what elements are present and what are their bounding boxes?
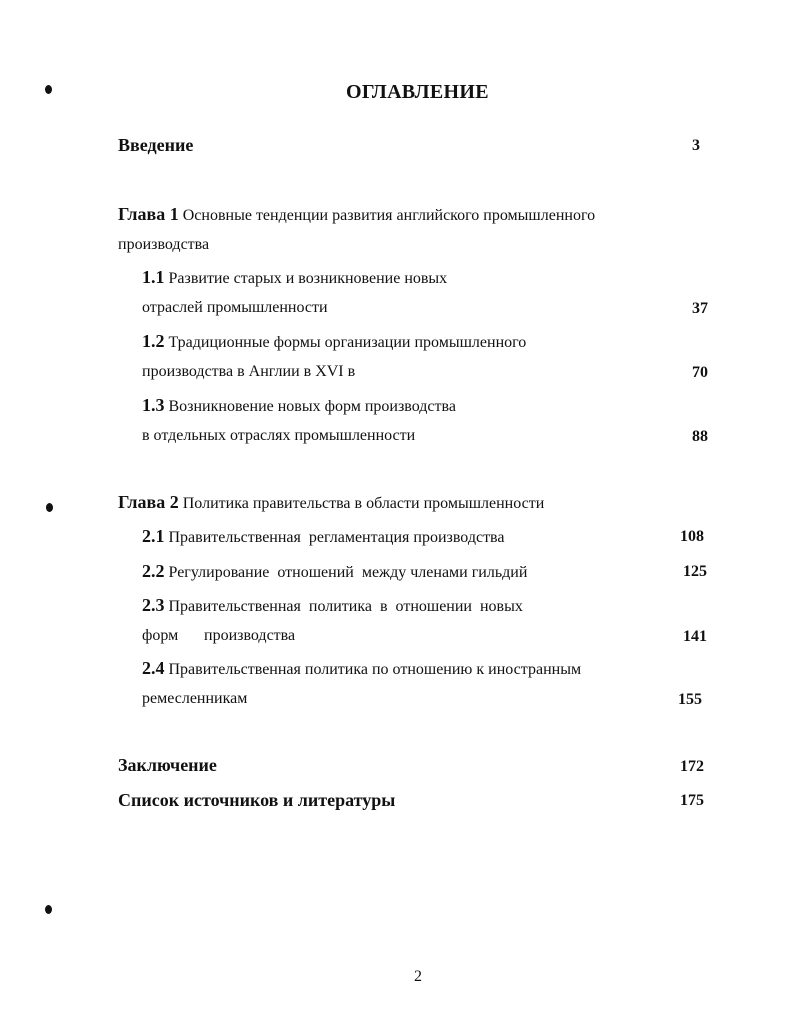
section-number: 2.3	[142, 595, 165, 615]
section-title-line1: Возникновение новых форм производства	[168, 398, 456, 415]
section-page: 88	[692, 428, 708, 445]
section-title-line2: отраслей промышленности	[142, 299, 328, 316]
toc-entry-intro-page: 3	[692, 137, 700, 154]
section-number: 1.2	[142, 331, 165, 351]
section-number: 1.1	[142, 267, 165, 287]
toc-section-1-2	[142, 331, 526, 352]
chapter-1-label: Глава 1	[118, 204, 179, 224]
section-title-line2b: производства	[204, 627, 296, 644]
section-number: 2.1	[142, 526, 165, 546]
toc-section-2-4	[142, 658, 581, 679]
chapter-2-label: Глава 2	[118, 492, 179, 512]
toc-section-1-3	[142, 395, 456, 416]
toc-entry-conclusion-label: Заключение	[118, 755, 217, 775]
chapter-2-title: Политика правительства в области промышленности	[182, 495, 545, 512]
margin-mark-bottom	[45, 905, 52, 914]
section-title-line2: ремесленникам	[142, 690, 248, 707]
toc-chapter-1	[118, 204, 595, 225]
section-page: 125	[683, 563, 707, 580]
section-title-line1: Правительственная политика по отношению к иностранным	[168, 661, 582, 678]
chapter-1-title-line2: производства	[118, 236, 210, 253]
section-title-line1: Правительственная регламентация производства	[168, 529, 505, 546]
section-title-line2a: форм	[142, 627, 179, 644]
toc-entry-intro-label: Введение	[118, 135, 194, 155]
section-page: 37	[692, 300, 708, 317]
section-page: 70	[692, 364, 708, 381]
toc-entry-sources-page: 175	[680, 792, 704, 809]
margin-mark-middle	[46, 503, 53, 512]
section-number: 1.3	[142, 395, 165, 415]
section-title-line2: производства в Англии в XVI в	[142, 363, 356, 380]
section-page: 155	[678, 691, 702, 708]
section-title-line1: Традиционные формы организации промышленного	[168, 334, 527, 351]
toc-entry-sources-label: Список источников и литературы	[118, 790, 396, 810]
toc-section-1-1	[142, 267, 447, 288]
toc-chapter-2	[118, 492, 544, 513]
chapter-1-title-line1: Основные тенденции развития английского промышленного	[182, 207, 596, 224]
section-title-line2: в отдельных отраслях промышленности	[142, 427, 416, 444]
section-title-line1: Регулирование отношений между членами гильдий	[168, 564, 528, 581]
section-title-line1: Развитие старых и возникновение новых	[168, 270, 448, 287]
toc-section-2-1	[142, 526, 505, 547]
section-page: 108	[680, 528, 704, 545]
page-number: 2	[414, 968, 422, 985]
section-number: 2.2	[142, 561, 165, 581]
toc-section-2-3	[142, 595, 523, 616]
section-number: 2.4	[142, 658, 165, 678]
section-title-line1: Правительственная политика в отношении новых	[168, 598, 523, 615]
margin-mark-top	[45, 85, 52, 94]
page-title: ОГЛАВЛЕНИЕ	[346, 81, 489, 103]
section-page: 141	[683, 628, 707, 645]
toc-section-2-2	[142, 561, 527, 582]
toc-entry-conclusion-page: 172	[680, 758, 704, 775]
